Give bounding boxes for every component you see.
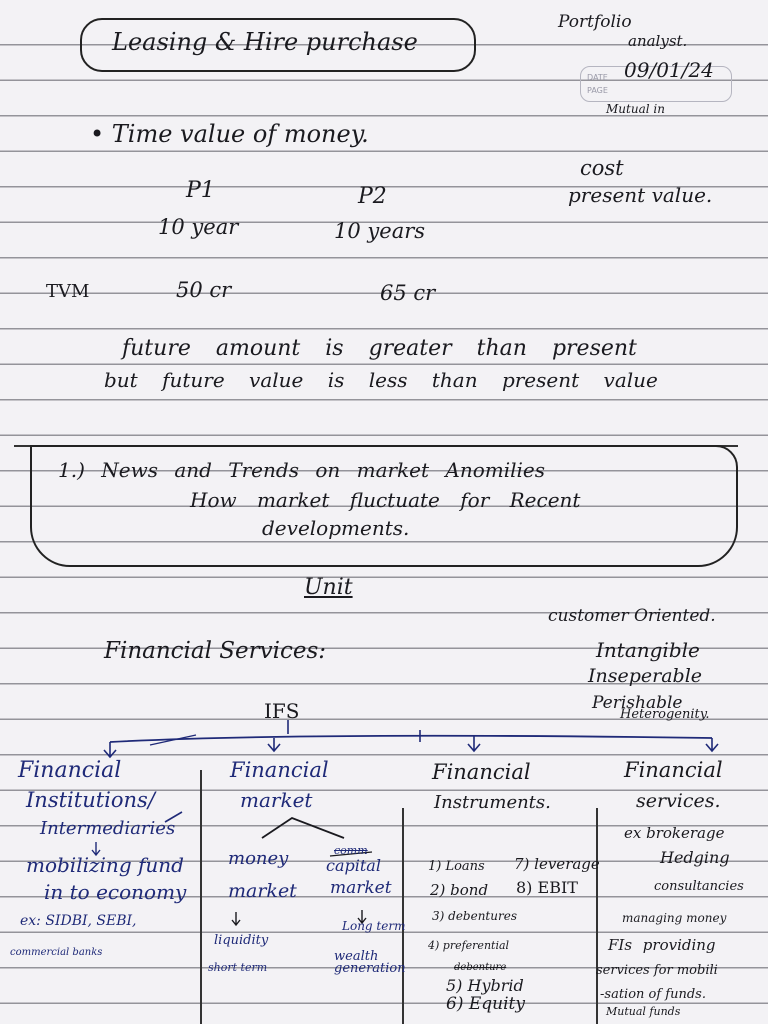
service-3: consultancies <box>654 879 744 894</box>
instrument-7: 7) leverage <box>514 855 600 873</box>
col1-row-2: in to economy <box>44 880 187 904</box>
capital-market-label: market <box>330 878 392 898</box>
col4-heading-1: Financial <box>624 758 723 782</box>
instrument-3: 3) debentures <box>432 909 517 923</box>
amount-1: 50 cr <box>176 278 232 302</box>
col1-heading-1: Financial <box>18 758 122 783</box>
p2-label: P2 <box>358 184 387 209</box>
date: 09/01/24 <box>624 58 714 82</box>
cost-label: cost <box>580 156 624 180</box>
col1-heading-2: Institutions/ <box>26 788 155 812</box>
side-note-analyst: analyst. <box>628 32 688 50</box>
col4-heading-2: services. <box>636 790 721 812</box>
service-5: FIs providing <box>608 936 716 954</box>
side-note-portfolio: Portfolio <box>558 12 632 32</box>
service-4: managing money <box>622 911 727 925</box>
future-line-1: future amount is greater than present <box>122 336 637 361</box>
stamp-date-label: DATE <box>587 73 608 82</box>
capital-struck: comm <box>334 844 368 857</box>
char-heterogenity: Heterogenity. <box>620 707 710 722</box>
wealth-label: wealth <box>334 949 379 964</box>
instrument-1: 1) Loans <box>428 859 485 874</box>
unit-heading: Unit <box>304 575 353 600</box>
p1-label: P1 <box>186 178 215 203</box>
char-perishable: Perishable <box>592 693 683 713</box>
side-note-mutual: Mutual in <box>606 102 665 116</box>
col1-row-1: mobilizing fund <box>26 853 184 877</box>
present-value-label: present value. <box>568 183 713 207</box>
year-2: 10 years <box>334 219 426 243</box>
short-term-label: short term <box>208 961 268 974</box>
news-line-3: developments. <box>262 516 410 540</box>
col1-row-4: commercial banks <box>10 947 103 958</box>
service-6: services for mobili <box>596 963 718 978</box>
instrument-5: 5) Hybrid <box>446 976 524 995</box>
col3-heading-2: Instruments. <box>434 792 551 813</box>
ifs-label: IFS <box>264 699 300 723</box>
service-7: -sation of funds. <box>600 987 706 1002</box>
char-intangible: Intangible <box>596 638 700 662</box>
customer-oriented: customer Oriented. <box>548 606 716 626</box>
char-inseperable: Inseperable <box>588 665 703 687</box>
generation-label: generation <box>334 961 406 976</box>
stamp-page-label: PAGE <box>587 86 608 95</box>
money-market-label: market <box>228 880 297 902</box>
news-line-1: 1.) News and Trends on market Anomilies <box>58 458 546 482</box>
money-label: money <box>228 848 289 869</box>
col2-heading-1: Financial <box>230 758 329 782</box>
long-term-label: Long term <box>342 919 406 933</box>
col1-heading-3: Intermediaries <box>40 818 176 839</box>
tvm-label: TVM <box>46 281 90 302</box>
column-divider-3 <box>596 808 598 1024</box>
col3-heading-1: Financial <box>432 760 531 784</box>
col1-row-3: ex: SIDBI, SEBI, <box>20 913 137 929</box>
service-1: ex brokerage <box>624 824 725 842</box>
news-line-2: How market fluctuate for Recent <box>190 488 581 512</box>
service-2: Hedging <box>660 848 730 867</box>
instrument-8: 8) EBIT <box>516 878 578 897</box>
instrument-6: 6) Equity <box>446 994 525 1014</box>
tvm-heading: • Time value of money. <box>90 120 369 148</box>
financial-services-heading: Financial Services: <box>104 638 327 664</box>
instrument-4: 4) preferential <box>428 939 510 952</box>
amount-2: 65 cr <box>380 281 436 305</box>
service-8: Mutual funds <box>606 1005 681 1018</box>
column-divider-2 <box>402 808 404 1024</box>
instrument-4b: debenture <box>454 962 507 973</box>
page-title: Leasing & Hire purchase <box>112 28 418 56</box>
liquidity-label: liquidity <box>214 933 269 948</box>
future-line-2: but future value is less than present value <box>104 368 658 392</box>
capital-label: capital <box>326 856 381 875</box>
year-1: 10 year <box>158 215 239 239</box>
instrument-2: 2) bond <box>430 881 489 899</box>
column-divider-1 <box>200 770 202 1024</box>
col2-heading-2: market <box>240 788 313 812</box>
